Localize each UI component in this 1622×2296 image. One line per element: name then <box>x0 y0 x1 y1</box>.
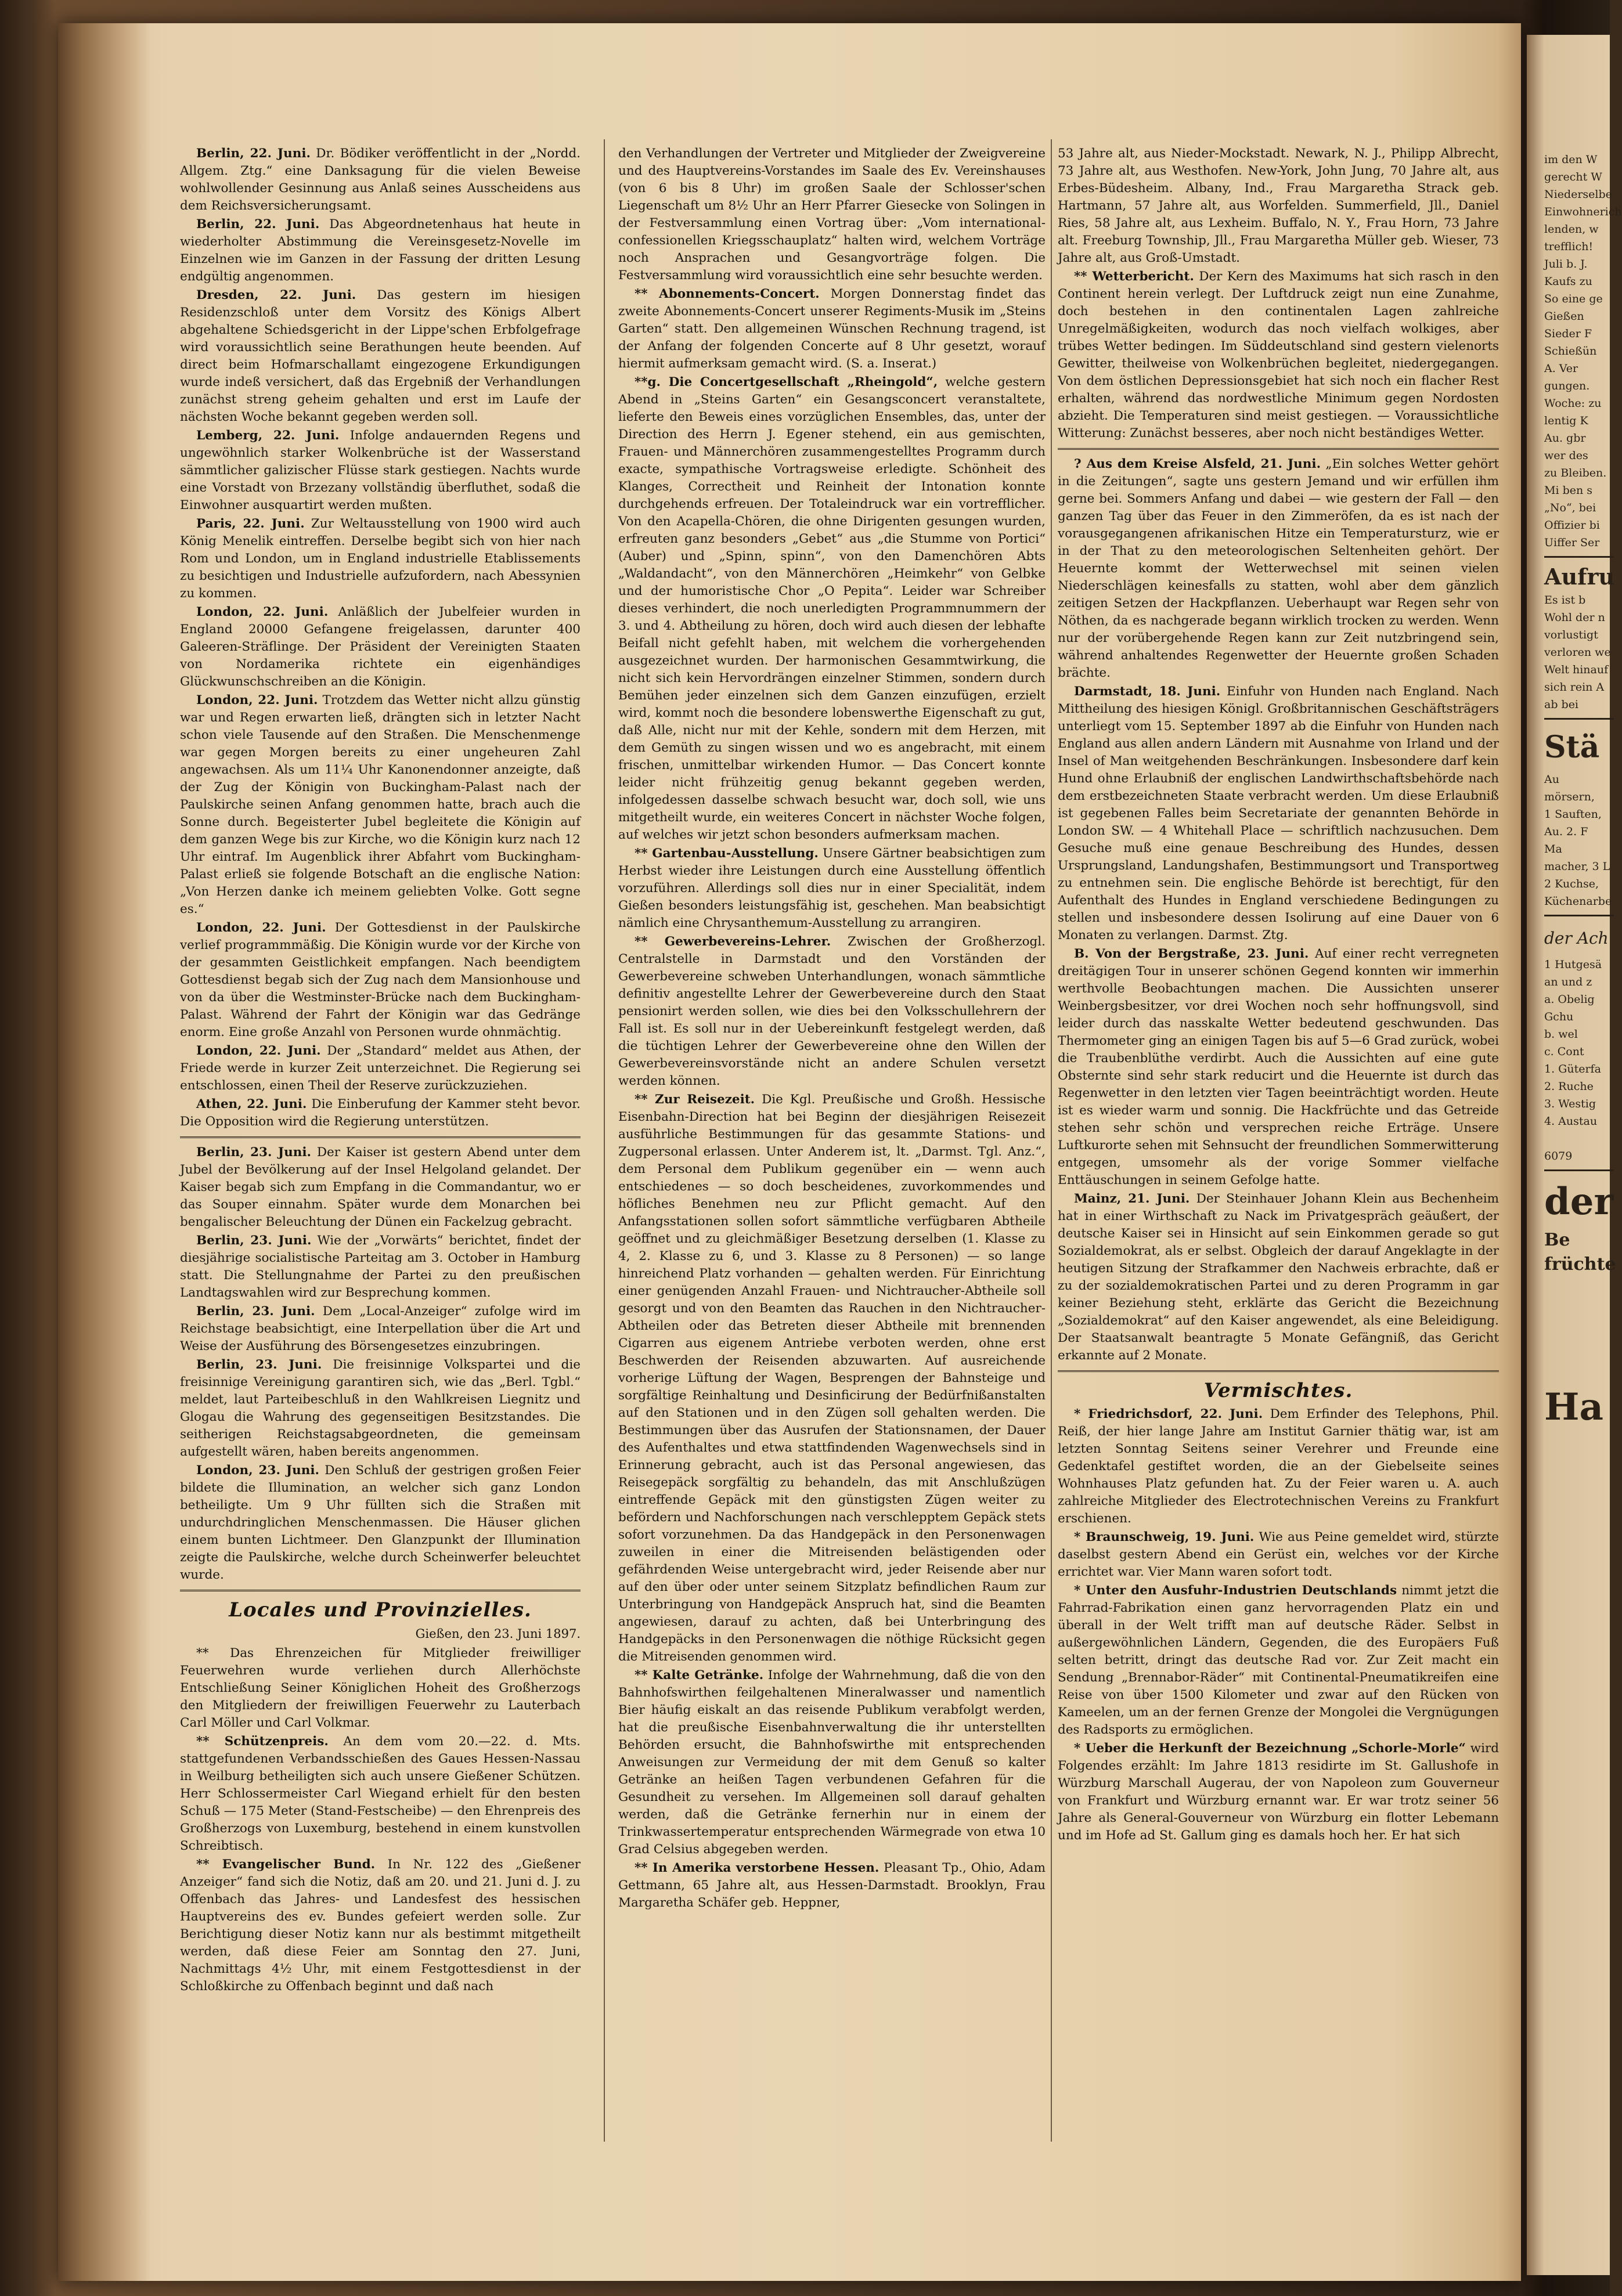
strip-line: 1. Güterfa <box>1544 1063 1601 1075</box>
strip-line: lenden, w <box>1544 223 1599 236</box>
news-item: London, 23. Juni. Den Schluß der gestrigen großen Feier bildete die Illumination, an welcher sich ganz London betheiligte. Um 9 Uhr füllten sich die Straßen mit undurchdringlichen Menschenmassen. Die Häuser glichen einem bunten Lichtmeer. Den Glanzpunkt der Illumination zeigte die Paulskirche, welche durch Scheinwerfer beleuchtet wurde. <box>180 1463 581 1582</box>
strip-line: Kaufs zu <box>1544 275 1592 288</box>
strip-line: der Ach <box>1544 929 1609 948</box>
strip-line: 3. Westig <box>1544 1098 1596 1110</box>
strip-line: Au. 2. F <box>1544 825 1588 838</box>
news-item: ? Aus dem Kreise Alsfeld, 21. Juni. „Ein solches Wetter gehört in die Zeitungen“, sagte uns gestern Jemand und wir erfüllen ihm gerne bei. Sommers Anfang und dabei — wie gestern der Fall — den ganzen Tag über das Feuer in den Zimmeröfen, da es ist nach der vorausgegangenen afrikanischen Hitze ein Temperatursturz, wie er in der That zu den meteorologischen Seltenheiten gehört. Der Heuernte kommt der Wetterwechsel mit seinen vielen Niederschlägen keinesfalls zu statten, wohl aber dem gänzlich zeitigen Setzen der Hackpflanzen. Ueberhaupt war Regen sehr von Nöthen, da es nachgerade begann wirklich trocken zu werden. Wenn nur der vorübergehende Regen kann zur Zeit nutzbringend sein, während anhaltendes Regenwetter der Heuernte großen Schaden brächte. <box>1058 457 1499 680</box>
strip-line: ab bei <box>1544 698 1579 711</box>
strip-line: Sieder F <box>1544 327 1592 340</box>
strip-line: sich rein A <box>1544 681 1605 694</box>
strip-line: Welt hinauf <box>1544 663 1609 676</box>
news-item: * Unter den Ausfuhr-Industrien Deutschlands nimmt jetzt die Fahrrad-Fabrikation einen ganz hervorragenden Platz ein und überall in der Welt trifft man auf deutsche Räder. Selbst in außergewöhnlichen Ländern, Gegenden, die des Europäers Fuß selten betritt, dringt das deutsche Rad vor. Zur Zeit macht ein Sendung „Brennabor-Räder“ mit Continental-Pneumatikreifen eine Reise von über 1500 Kilometer und zwar auf den Rücken von Kameelen, um an der fernen Grenze der Mongolei die Vergnügungen des Radsports zu ermöglichen. <box>1058 1583 1499 1737</box>
news-item: London, 22. Juni. Der „Standard“ meldet aus Athen, der Friede werde in kurzer Zeit unterzeichnet. Die Regierung sei entschlossen, einen Theil der Reserve zurückzuziehen. <box>180 1044 581 1093</box>
news-item: ** Gewerbevereins-Lehrer. Zwischen der Großherzogl. Centralstelle in Darmstadt und den Vorständen der Gewerbevereine schweben Unterhandlungen, wonach sämmtliche definitiv angestellte Lehrer der Gewerbevereine durch den Staat pensionirt werden sollen, wie dies bei den Volksschullehrern der Fall ist. Es soll nur in der Uebereinkunft festgelegt werden, daß die tüchtigen Lehrer der Gewerbevereine ohne den Willen der Gewerbevereinsvorstände nicht an andere Schulen versetzt werden können. <box>618 934 1046 1088</box>
news-item: Berlin, 22. Juni. Dr. Bödiker veröffentlicht in der „Nordd. Allgem. Ztg.“ eine Danksagung für die vielen Beweise wohlwollender Gesinnung aus Anlaß seines Ausscheidens aus dem Reichsversicherungsamt. <box>180 146 581 213</box>
strip-line: Wohl der n <box>1544 611 1605 624</box>
divider <box>1544 915 1614 916</box>
strip-line: Gchu <box>1544 1010 1574 1023</box>
news-item: Mainz, 21. Juni. Der Steinhauer Johann Klein aus Bechenheim hat in einer Wirthschaft zu Nack im Privatgespräch geäußert, der deutsche Kaiser sei in Hinsicht auf sein Einkommen gerade so gut Sozialdemokrat, als er selbst. Obgleich der darauf Angeklagte in der heutigen Sitzung der Strafkammer den Nachweis erbrachte, daß er zu der sozialdemokratischen Partei und zu deren Programm in gar keiner Beziehung steht, erklärte das Gericht die Bezeichnung „Sozialdemokrat“ auf den Kaiser angewendet, als eine Beleidigung. Der Staatsanwalt beantragte 5 Monate Gefängniß, das Gericht erkannte auf 2 Monate. <box>1058 1192 1500 1363</box>
news-item: 53 Jahre alt, aus Nieder-Mockstadt. Newark, N. J., Philipp Albrecht, 73 Jahre alt, aus Westhofen. New-York, John Jung, 70 Jahre alt, aus Erbes-Büdesheim. Albany, Ind., Frau Margaretha Strack geb. Hartmann, 57 Jahre alt, aus Worfelden. Summerfield, Jll., Daniel Ries, 58 Jahre alt, aus Lexheim. Buffalo, N. Y., Frau Horn, 73 Jahre alt. Freeburg Township, Jll., Frau Margaretha Müller geb. Wieser, 73 Jahre alt, aus Groß-Umstadt. <box>1058 146 1499 265</box>
news-item: London, 22. Juni. Trotzdem das Wetter nicht allzu günstig war und Regen erwarten ließ, drängten sich in letzter Nacht schon viele Tausende auf den Straßen. Die Menschenmenge war gegen Morgen bereits zu einer ungeheuren Zahl angewachsen. Als um 11¼ Uhr Kanonendonner anzeigte, daß der Zug der Königin von Buckingham-Palast nach der Paulskirche seinen Anfang genommen hatte, brach auch die Sonne durch. Begeisterter Jubel begleitete die Königin auf dem ganzen Wege bis zur Kirche, wo die Königin kurz nach 12 Uhr eintraf. Im Augenblick ihrer Abfahrt vom Buckingham-Palast erließ sie folgende Botschaft an die englische Nation: „Von Herzen danke ich meinem geliebten Volke. Gott segne es.“ <box>180 693 581 916</box>
strip-line: Woche: zu <box>1544 397 1602 410</box>
strip-line: lentig K <box>1544 414 1588 427</box>
strip-line: 4. Austau <box>1544 1115 1598 1128</box>
strip-line: Gießen <box>1544 310 1584 323</box>
news-item: ** Abonnements-Concert. Morgen Donnerstag findet das zweite Abonnements-Concert unserer Regiments-Musik im „Steins Garten“ statt. Den allgemeinen Wünschen Rechnung tragend, ist der Anfang der folgenden Concerte auf 8 Uhr gesetzt, worauf hiermit aufmerksam gemacht wird. (S. a. Inserat.) <box>618 287 1046 371</box>
news-item: den Verhandlungen der Vertreter und Mitglieder der Zweigvereine und des Hauptvereins-Vorstandes im Saale des Ev. Vereinshauses (von 6 bis 8 Uhr) im großen Saale der Schlosser'schen Liegenschaft um 8½ Uhr an Herr Pfarrer Giesecke von Solingen in der Festversammlung einen Vortrag über: „Vom international-confessionellen Kriegsschauplatz“ halten wird, welchem Vorträge noch Ansprachen und Gesangvorträge folgen. Die Festversammlung wird voraussichtlich eine sehr besuchte werden. <box>618 146 1046 283</box>
strip-heading: Aufru <box>1544 564 1615 590</box>
strip-big-heading: der <box>1544 1180 1614 1223</box>
strip-line: Küchenarbe <box>1544 895 1612 908</box>
news-item: London, 22. Juni. Der Gottesdienst in der Paulskirche verlief programmmäßig. Die Königin wurde vor der Kirche von der gesammten Geistlichkeit empfangen. Nach beendigtem Gottesdienst begab sich der Zug nach dem Mansionhouse und von da über die Westminster-Brücke nach dem Buckingham-Palast. Während der Fahrt der Königin war das Gedränge enorm. Eine große Anzahl von Personen wurde ohnmächtig. <box>180 920 581 1039</box>
news-item: Berlin, 23. Juni. Dem „Local-Anzeiger“ zufolge wird im Reichstage beabsichtigt, eine Interpellation über die Art und Weise der Ausführung des Börsengesetzes einzubringen. <box>180 1304 581 1353</box>
strip-line: Ma <box>1544 843 1562 855</box>
strip-line: an und z <box>1544 976 1592 988</box>
strip-line: Einwohnerich <box>1544 205 1622 218</box>
strip-line: vorlustigt <box>1544 629 1598 641</box>
strip-line: verloren we <box>1544 646 1611 659</box>
strip-line: Mi ben s <box>1544 484 1593 497</box>
news-item: London, 22. Juni. Anläßlich der Jubelfeier wurden in England 20000 Gefangene freigelassen, darunter 400 Galeeren-Sträflinge. Der Präsident der Vereinigten Staaten von Nordamerika richtete ein eigenhändiges Glückwunschschreiben an die Königin. <box>180 605 581 689</box>
divider <box>1544 556 1614 558</box>
news-item: ** Gartenbau-Ausstellung. Unsere Gärtner beabsichtigen zum Herbst wieder ihre Leistungen durch eine Ausstellung öffentlich vorzuführen. Allerdings soll dies nur in einer Specialität, indem Gießen besonders leistungsfähig ist, geschehen. Man beabsichtigt nämlich eine Chrysanthemum-Ausstellung zu arrangiren. <box>618 846 1046 930</box>
news-item: ** Evangelischer Bund. In Nr. 122 des „Gießener Anzeiger“ fand sich die Notiz, daß am 20. und 21. Juni d. J. zu Offenbach das Jahres- und Landesfest des hessischen Hauptvereins des ev. Bundes gefeiert werden solle. Zur Berichtigung dieser Notiz kann nur als bestimmt mitgetheilt werden, daß diese Feier am Sonntag den 27. Juni, Nachmittags 4½ Uhr, mit einem Festgottesdienst in der Schloßkirche zu Offenbach beginnt und daß nach <box>180 1857 581 1994</box>
strip-line: Juli b. J. <box>1544 258 1588 270</box>
column-1 <box>180 145 581 2188</box>
page-binding-shadow <box>58 23 151 2281</box>
strip-line: c. Cont <box>1544 1045 1584 1058</box>
news-item: ** Schützenpreis. An dem vom 20.—22. d. Mts. stattgefundenen Verbandsschießen des Gaues Hessen-Nassau in Weilburg betheiligten sich auch unsere Gießener Schützen. Herr Schlossermeister Carl Wiegand erhielt für den besten Schuß — 175 Meter (Stand-Festscheibe) — den Ehrenpreis des Großherzogs von Luxemburg, bestehend in einem kunstvollen Schreibtisch. <box>180 1734 581 1853</box>
strip-line: gerecht W <box>1544 171 1602 183</box>
strip-line: Au. gbr <box>1544 432 1586 445</box>
news-item: B. Von der Bergstraße, 23. Juni. Auf einer recht verregneten dreitägigen Tour in unserer schönen Gegend konnten wir immerhin werthvolle Beobachtungen machen. Die Aussichten unserer Weinbergsbesitzer, vor drei Wochen noch sehr hoffnungsvoll, sind leider durch das nasskalte Wetter bedeutend geschwunden. Das Thermometer ging an einigen Tagen bis auf 5—6 Grad zurück, wobei die Traubenblüthe verdirbt. Auch die Aussichten auf eine gute Obsternte sind sehr stark reducirt und die Heuernte ist durch das Regenwetter in den letzten vier Tagen beeinträchtigt worden. Heute ist es wieder warm und sonnig. Die Hackfrüchte und das Getreide stehen sehr schön und versprechen reiche Erträge. Unsere Luftkurorte sehen mit Sehnsucht der freundlichen Sommerwitterung entgegen, umsomehr als der vorige Sommer vielfache Enttäuschungen in seinem Gefolge hatte. <box>1058 947 1499 1187</box>
news-item: Athen, 22. Juni. Die Einberufung der Kammer steht bevor. Die Opposition wird die Regierung unterstützen. <box>180 1097 581 1129</box>
strip-heading: Stä <box>1544 730 1600 765</box>
news-item: Berlin, 22. Juni. Das Abgeordnetenhaus hat heute in wiederholter Abstimmung die Vereinsgesetz-Novelle im Einzelnen wie im Ganzen in der Fassung der dritten Lesung endgültig angenommen. <box>180 217 581 284</box>
news-item: ** In Amerika verstorbene Hessen. Pleasant Tp., Ohio, Adam Gettmann, 65 Jahre alt, aus Hessen-Darmstadt. Brooklyn, Frau Margaretha Schäfer geb. Heppner, <box>618 1861 1046 1910</box>
strip-line: Offizier bi <box>1544 519 1600 532</box>
adjacent-page-text <box>1544 151 1622 1434</box>
strip-line: Au <box>1544 773 1559 786</box>
strip-line: trefflich! <box>1544 240 1594 253</box>
section-heading-vermischtes: Vermischtes. <box>1203 1379 1353 1402</box>
strip-line: Uiffer Ser <box>1544 536 1600 549</box>
dateline: Gießen, den 23. Juni 1897. <box>415 1627 581 1641</box>
strip-line: im den W <box>1544 153 1598 166</box>
strip-line: Schießün <box>1544 345 1597 358</box>
strip-line: 2. Ruche <box>1544 1080 1594 1093</box>
news-item: ** Kalte Getränke. Infolge der Wahrnehmung, daß die von den Bahnhofswirthen feilgehaltenen Mineralwasser und namentlich Bier häufig eiskalt an das reisende Publikum verabfolgt werden, hat die preußische Eisenbahnverwaltung die ihr unterstellten Behörden ersucht, die Bahnhofswirthe mit entsprechenden Anweisungen zur Vermeidung der mit dem Genuß so kalter Getränke an heißen Tagen verbundenen Gefahren für die Gesundheit zu versehen. Im Allgemeinen soll darauf gehalten werden, daß die Getränke fernerhin nur in einem der Trinkwassertemperatur entsprechenden Wärmegrade von etwa 10 Grad Celsius abgegeben werden. <box>618 1668 1046 1857</box>
section-heading-locales: Locales und Provinzielles. <box>229 1598 532 1622</box>
column-2 <box>618 145 1046 2159</box>
news-item: Berlin, 23. Juni. Wie der „Vorwärts“ berichtet, findet der diesjährige socialistische Parteitag am 3. October in Hamburg statt. Die Stellungnahme der Partei zu den preußischen Landtagswahlen wird zur Besprechung kommen. <box>180 1233 581 1300</box>
news-item: ** Das Ehrenzeichen für Mitglieder freiwilliger Feuerwehren wurde verliehen durch Allerhöchste Entschließung Seiner Königlichen Hoheit des Großherzogs den Mitgliedern der freiwilligen Feuerwehr zu Lauterbach Carl Möller und Carl Volkmar. <box>180 1646 581 1730</box>
strip-line: 1 Hutgesä <box>1544 958 1602 971</box>
strip-line: So eine ge <box>1544 293 1603 305</box>
news-item: * Friedrichsdorf, 22. Juni. Dem Erfinder des Telephons, Phil. Reiß, der hier lange Jahre am Institut Garnier thätig war, ist am letzten Sonntag Seitens seiner Verehrer und Freunde eine Gedenktafel gestiftet worden, die an der Giebelseite seines Wohnhauses Platz gefunden hat. Zu der Feier waren u. A. auch zahlreiche Mitglieder des Electrotechnischen Vereins zu Frankfurt erschienen. <box>1058 1407 1499 1526</box>
divider <box>1058 1370 1499 1372</box>
strip-line: „No“, bei <box>1544 501 1596 514</box>
divider <box>1544 718 1614 720</box>
news-item: ** Wetterbericht. Der Kern des Maximums hat sich rasch in den Continent herein verlegt. Der Luftdruck zeigt nun eine Zunahme, doch bestehen in den continentalen Lagen zahlreiche Unregelmäßigkeiten, wodurch das noch vielfach wolkiges, aber trübes Wetter bedingen. Im Süddeutschland sind gestern vielenorts Gewitter, theilweise von Wolkenbrüchen begleitet, niedergegangen. Von dem östlichen Depressionsgebiet hat sich noch ein flacher Rest erhalten, während das nordwestliche Minimum gegen Nordosten abzieht. Die Temperaturen sind meist gestiegen. — Voraussichtliche Witterung: Zunächst besseres, aber noch nicht beständiges Wetter. <box>1058 269 1499 441</box>
strip-line: zu Bleiben. <box>1544 467 1607 479</box>
news-item: Darmstadt, 18. Juni. Einfuhr von Hunden nach England. Nach Mittheilung des hiesigen Königl. Großbritannischen Geschäftsträgers unterliegt vom 15. September 1897 ab die Einfuhr von Hunden nach England aus allen andern Ländern mit Ausnahme von Irland und der Insel of Man weitgehenden Beschränkungen. Insbesondere darf kein Hund ohne Erlaubniß der englischen Landwirthschaftsbehörde nach dem erstbezeichneten Staate verbracht werden. Um diese Erlaubniß ist gegebenen Falles beim Secretariate der genannten Behörde in London SW. — 4 Whitehall Place — schriftlich nachzusuchen. Dem Gesuche muß eine genaue Beschreibung des Hundes, dessen Ursprungsland, Landungshafen, Bestimmungsort und Transportweg zu entnehmen sein. Die englische Behörde ist berechtigt, für den Aufenthalt des Hundes in England verschiedene Bedingungen zu stellen und insbesondere dessen Isolirung auf eine Dauer von 6 Monaten zu verlangen. Darmst. Ztg. <box>1058 684 1499 943</box>
strip-line: mörsern, <box>1544 790 1595 803</box>
strip-line: Niederselbe <box>1544 188 1612 201</box>
column-rule-2 <box>1051 139 1052 2142</box>
strip-line: wer des <box>1544 449 1588 462</box>
strip-line: Be <box>1544 1230 1570 1250</box>
divider <box>180 1590 581 1591</box>
news-item: ** Zur Reisezeit. Die Kgl. Preußische und Großh. Hessische Eisenbahn-Direction hat bei Beginn der diesjährigen Reisezeit ausführliche Bestimmungen für das gesammte Stations- und Zugpersonal erlassen. Unter Anderem ist, lt. „Darmst. Tgl. Anz.“, dem Personal dem Publikum gegenüber ein — wenn auch entschiedenes — so doch bescheidenes, zuvorkommendes und höfliches Benehmen neu zur Pflicht gemacht. Auf den Anfangsstationen sollen sofort sämmtliche verfügbaren Abtheile geöffnet und zu gleichmäßiger Besetzung derselben (1. Klasse zu 4, 2. Klasse zu 6, und 3. Klasse zu 8 Personen) — so lange hinreichend Platz vorhanden — gehalten werden. Für Einrichtung einer genügenden Anzahl Frauen- und Nichtraucher-Abtheile soll gesorgt und von den Beamten das Rauchen in den Nichtraucher-Abtheilen oder das Betreten dieser Abtheile mit brennenden Cigarren aus eigenem Antriebe verboten werden, ohne erst Beschwerden der Reisenden abzuwarten. Auf ausreichende vorherige Lüftung der Wagen, Besprengen der Bahnsteige und sorgfältige Reinhaltung und Desinficirung der Bedürfnißanstalten auf den Stationen und in den Zügen soll gehalten werden. Die Bestimmungen über das Ausrufen der Stationsnamen, der Dauer des Aufenthaltes und etwa stattfindenden Wagenwechsels sind in Erinnerung gebracht, auch ist das Personal angewiesen, das Reisegepäck sorgfältig zu behandeln, das mit Anschlußzügen eintreffende Gepäck mit den günstigsten Zügen weiter zu befördern und Nachforschungen nach verschlepptem Gepäck stets sofort vorzunehmen. Da das Handgepäck in den Personenwagen zuweilen in einer die Mitreisenden belästigenden oder gefährdenden Weise untergebracht wird, jeder Reisende aber nur auf den über oder unter seinem Sitzplatz befindlichen Raum zur Unterbringung von Handgepäck Anspruch hat, sind die Beamten angewiesen, darauf zu achten, daß bei Unterbringung des Handgepäcks in den Personenwagen die nöthige Rücksicht gegen die Mitreisenden genommen wird. <box>618 1092 1046 1664</box>
strip-line: a. Obelig <box>1544 993 1595 1006</box>
column-3 <box>1058 145 1499 2159</box>
divider <box>1544 1169 1614 1171</box>
strip-line: Es ist b <box>1544 594 1586 607</box>
strip-line: macher, 3 L <box>1544 860 1610 873</box>
news-item: * Braunschweig, 19. Juni. Wie aus Peine gemeldet wird, stürzte daselbst gestern Abend ein Gerüst ein, welches vor der Kirche errichtet war. Vier Mann waren sofort todt. <box>1058 1530 1499 1579</box>
news-item: Berlin, 23. Juni. Die freisinnige Volkspartei und die freisinnige Vereinigung garantiren sich, wie das „Berl. Tgbl.“ meldet, laut Parteibeschluß in den Wahlkreisen Liegnitz und Glogau die Wahrung des gegenseitigen Besitzstandes. Die seitherigen Reichstagsabgeordneten, die gemeinsam aufgestellt wären, haben bereits angenommen. <box>180 1358 581 1459</box>
column-rule-1 <box>604 139 605 2142</box>
strip-line: A. Ver <box>1544 362 1578 375</box>
strip-big-heading: Ha <box>1544 1385 1603 1429</box>
strip-line: b. wel <box>1544 1028 1578 1041</box>
strip-line: gungen. <box>1544 380 1590 392</box>
news-item: * Ueber die Herkunft der Bezeichnung „Schorle-Morle“ wird Folgendes erzählt: Im Jahre 1813 residirte im St. Gallushofe in Würzburg Marschall Augerau, der von Napoleon zum Gouverneur von Frankfurt und Würzburg ernannt war. Er war trotz seiner 56 Jahre als General-Gouverneur von Würzburg ein flotter Lebemann und im Hofe ad St. Gallum ging es damals hoch her. Er hat sich <box>1058 1741 1499 1843</box>
news-item: Paris, 22. Juni. Zur Weltausstellung von 1900 wird auch König Menelik eintreffen. Derselbe begibt sich von hier nach Rom und London, um in England industrielle Etablissements zu besichtigen und Industrielle aufzufordern, nach Abessynien zu kommen. <box>180 517 581 601</box>
strip-line: 1 Sauften, <box>1544 808 1602 821</box>
news-item: Dresden, 22. Juni. Das gestern im hiesigen Residenzschloß unter dem Vorsitz des Königs Albert abgehaltene Schiedsgericht in der Lippe'schen Erbfolgefrage wird voraussichtlich seine Berathungen heute beenden. Auf direct beim Hofmarschallamt eingezogene Erkundigungen wurde indeß versichert, daß das Ergebniß der Verhandlungen zunächst streng geheim gehalten und erst im Laufe der nächsten Woche bekannt gegeben werden soll. <box>180 288 581 424</box>
divider <box>1058 448 1499 450</box>
divider <box>180 1136 581 1138</box>
news-item: **g. Die Concertgesellschaft „Rheingold“, welche gestern Abend in „Steins Garten“ ein Gesangsconcert veranstaltete, lieferte den Beweis eines vorzüglichen Ensembles, das, unter der Direction des Herrn J. Egener stehend, ein aus gemischten, Frauen- und Männerchören zusammengestelltes Programm durch exacte, sympathische Vortragsweise erledigte. Schönheit des Klanges, Correctheit und Reinheit der Intonation konnte durchgehends erfreuen. Der Totaleindruck war ein vortrefflicher. Von den Acapella-Chören, die ohne Dirigenten gesungen wurden, erfreuten ganz besonders „Gebet“ aus „die Stumme von Portici“ (Auber) und „Spinn, spinn“, von den Damenchören Abts „Waldandacht“, von den Männerchören „Heimkehr“ von Gelbke und der humoristische Chor „O Pepita“. Leider war Schreiber dieses verhindert, die noch unerledigten Programmnummern der 3. und 4. Abtheilung zu hören, doch wird auch diesen der lebhafte Beifall nicht gefehlt haben, mit welchem die vorhergehenden ausgezeichnet wurden. Der harmonischen Gesammtwirkung, die nicht sich kein Hervordrängen einzelner Stimmen, sondern durch Bemühen jeder einzelnen sich dem Ganzen einzufügen, erzielt wird, kommt noch die besondere lobenswerthe Eigenschaft zu gut, daß Alle, nicht nur mit der Kehle, sondern mit dem Herzen, mit dem Gemüth zu singen wissen und wo es angebracht, mit einem frischen, unmittelbar wirkenden Humor. — Das Concert konnte leider nicht frühzeitig genug bekannt gegeben werden, infolgedessen dasselbe schwach besucht war, doch soll, wie uns mitgetheilt wurde, ein weiteres Concert in nächster Woche folgen, auf welches wir jetzt schon besonders aufmerksam machen. <box>618 375 1046 842</box>
strip-line: früchte <box>1544 1254 1616 1275</box>
strip-line: 2 Kuchse, <box>1544 878 1599 890</box>
strip-number: 6079 <box>1544 1150 1573 1163</box>
adjacent-page-strip <box>1527 35 1622 2275</box>
news-item: Lemberg, 22. Juni. Infolge andauernden Regens und ungewöhnlich starker Wolkenbrüche ist der Wasserstand sämmtlicher galizischer Flüsse stark gestiegen. Nachts wurde eine Vorstadt von Brzezany vollständig überfluthet, sodaß die Einwohner ausquartirt werden mußten. <box>180 428 581 512</box>
news-item: Berlin, 23. Juni. Der Kaiser ist gestern Abend unter dem Jubel der Bevölkerung auf der Insel Helgoland gelandet. Der Kaiser begab sich zum Empfang in die Commandantur, wo er das Souper einnahm. Später wurde dem Monarchen bei bengalischer Beleuchtung der Dünen ein Fackelzug gebracht. <box>180 1145 581 1229</box>
